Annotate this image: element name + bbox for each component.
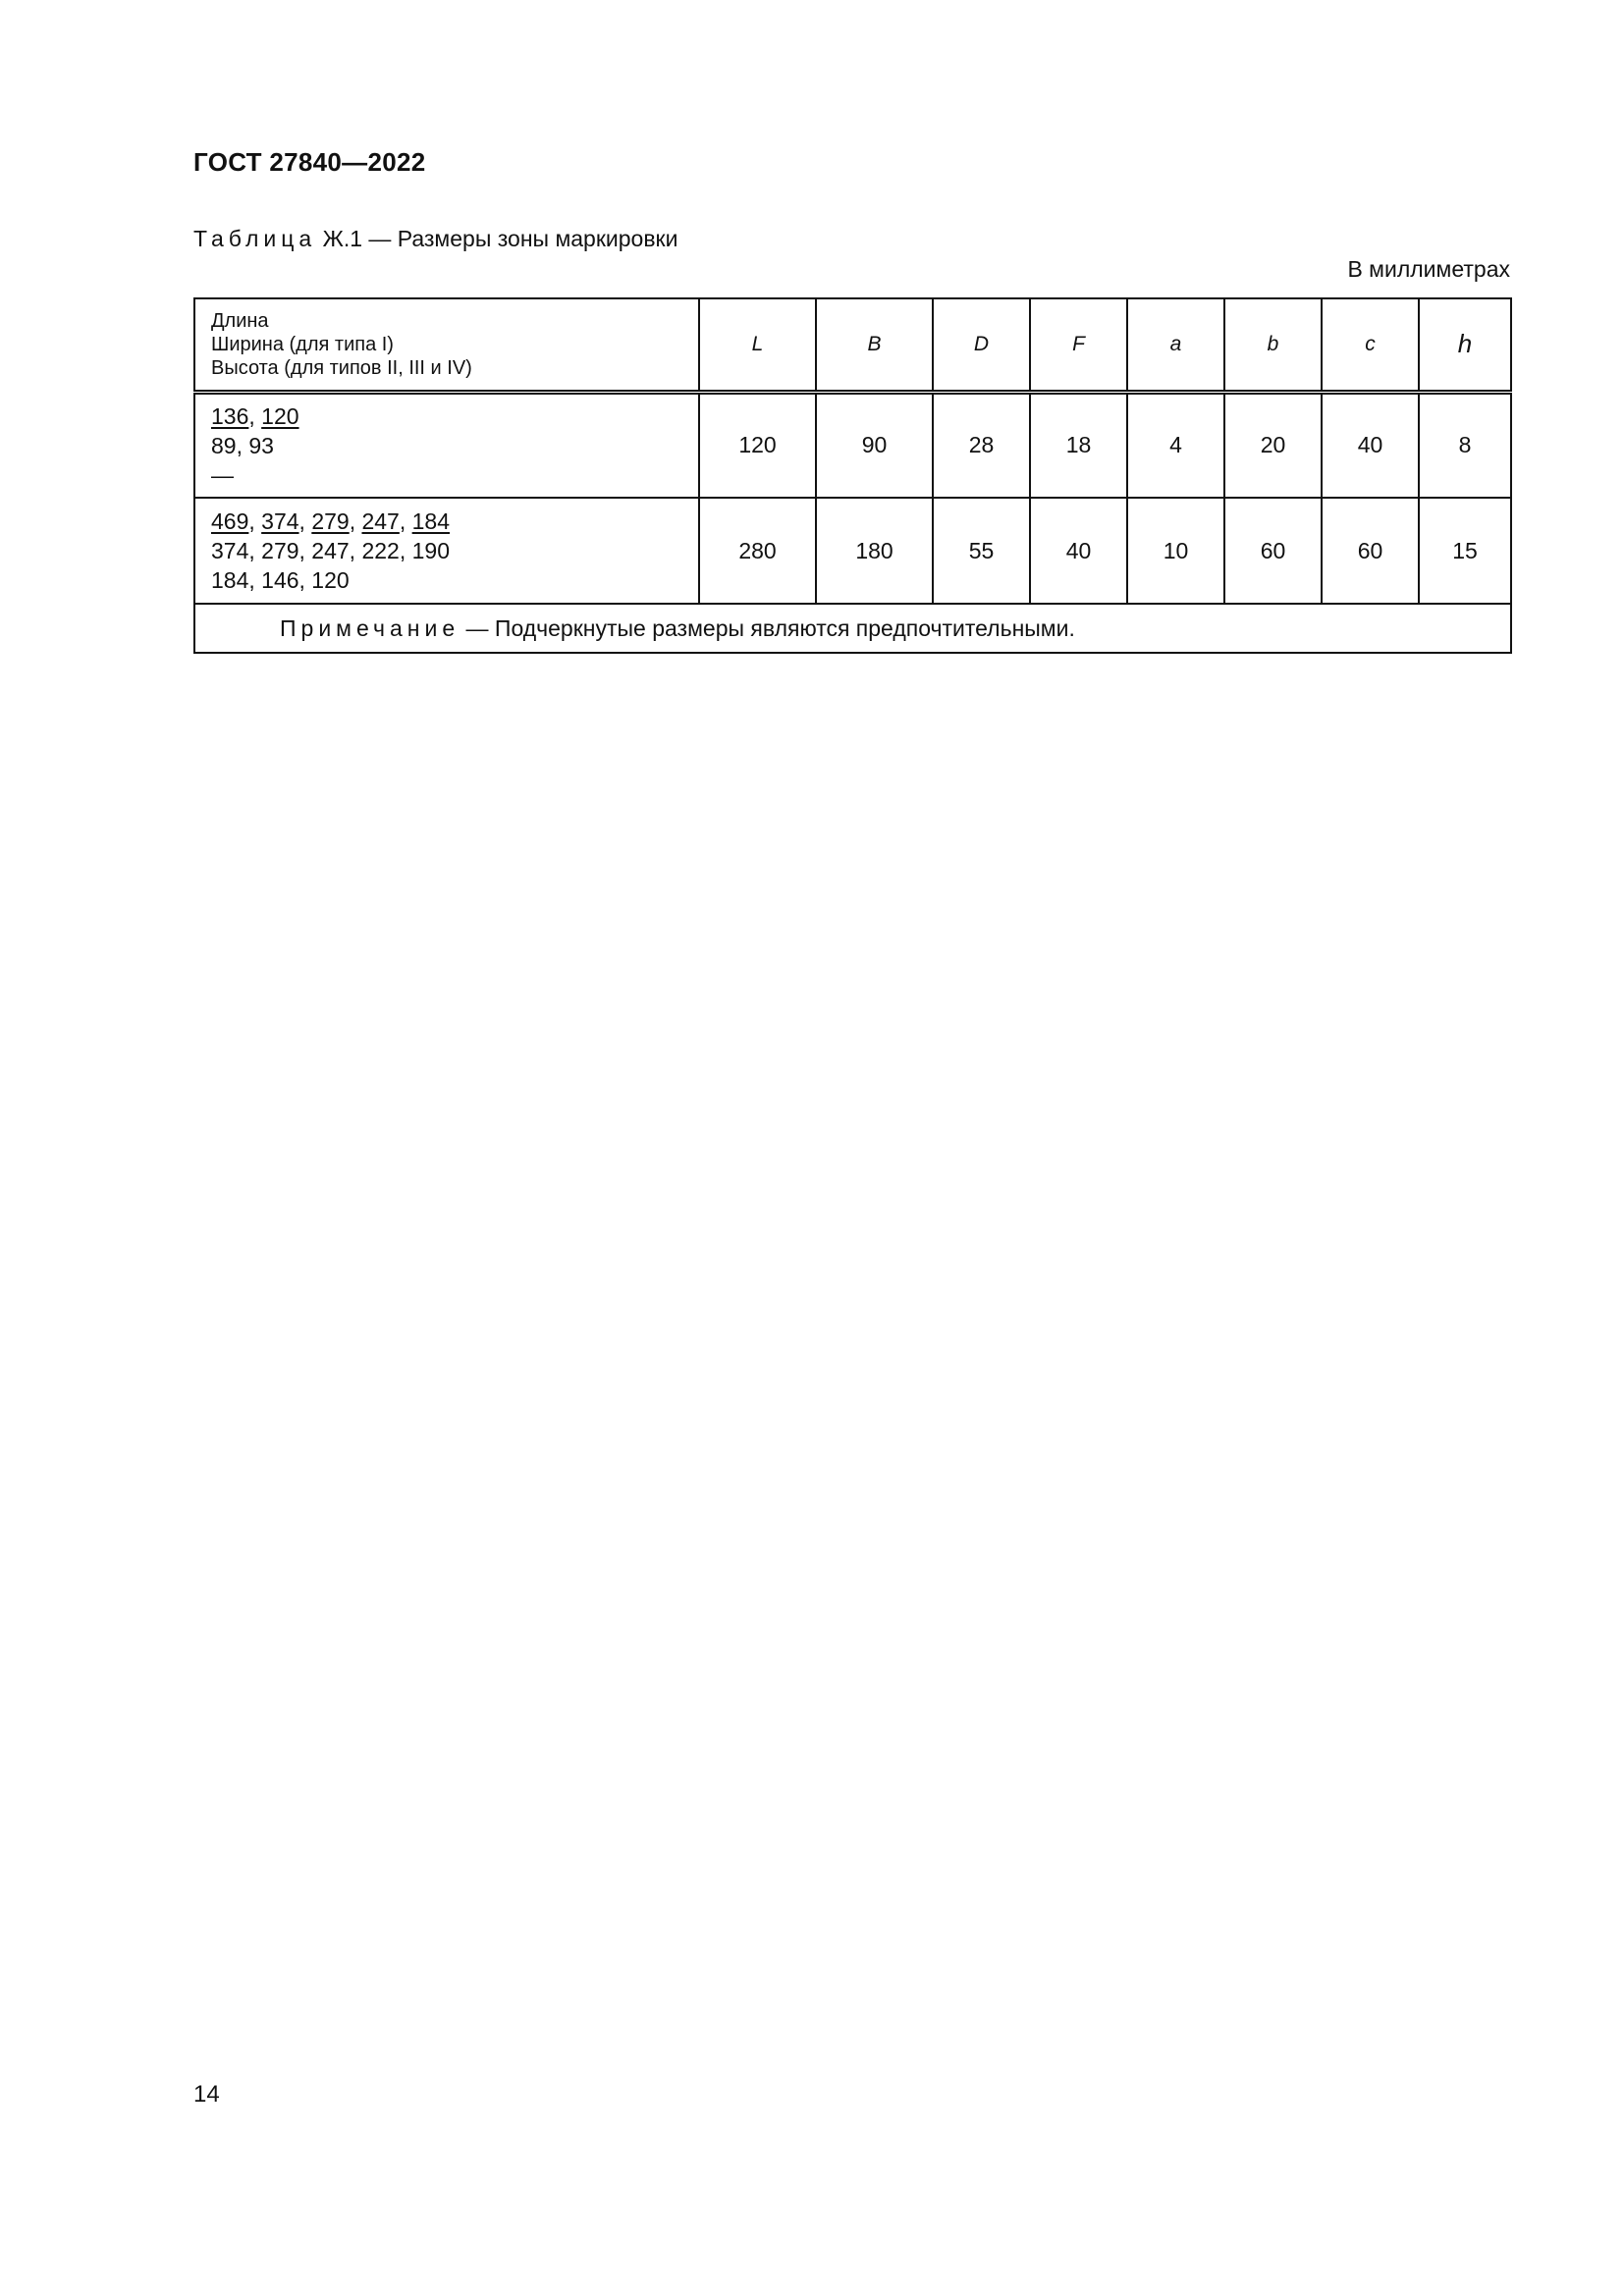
preferred-size: 374 bbox=[261, 508, 299, 534]
size-cell bbox=[194, 392, 699, 498]
size-line-height: 184, 146, 120 bbox=[211, 567, 350, 593]
size-cell bbox=[194, 498, 699, 604]
page-number: 14 bbox=[193, 2081, 220, 2108]
value-b: 60 bbox=[1224, 498, 1322, 604]
table-caption-title: Ж.1 — Размеры зоны маркировки bbox=[316, 226, 678, 251]
value-h: 8 bbox=[1419, 392, 1511, 498]
table-row bbox=[194, 392, 1511, 498]
preferred-size: 120 bbox=[261, 402, 299, 429]
header-dimension-names bbox=[194, 298, 699, 392]
value-B: 90 bbox=[816, 392, 933, 498]
header-param-a: a bbox=[1127, 298, 1224, 392]
size-line-width: 89, 93 bbox=[211, 432, 274, 458]
table-caption-label: Таблица bbox=[193, 226, 317, 251]
value-F: 18 bbox=[1030, 392, 1127, 498]
header-param-L: L bbox=[699, 298, 816, 392]
value-c: 40 bbox=[1322, 392, 1419, 498]
preferred-size: 469 bbox=[211, 508, 249, 534]
table-row bbox=[194, 498, 1511, 604]
header-param-b: b bbox=[1224, 298, 1322, 392]
value-L: 120 bbox=[699, 392, 816, 498]
value-L: 280 bbox=[699, 498, 816, 604]
header-param-c: c bbox=[1322, 298, 1419, 392]
header-width: Ширина (для типа I) bbox=[211, 333, 394, 355]
size-line-height: — bbox=[211, 461, 234, 488]
value-b: 20 bbox=[1224, 392, 1322, 498]
value-D: 55 bbox=[933, 498, 1030, 604]
preferred-size: 136 bbox=[211, 402, 249, 429]
table-note bbox=[194, 604, 1511, 653]
header-param-D: D bbox=[933, 298, 1030, 392]
header-length: Длина bbox=[211, 309, 269, 332]
preferred-size: 184 bbox=[411, 508, 450, 534]
value-c: 60 bbox=[1322, 498, 1419, 604]
value-D: 28 bbox=[933, 392, 1030, 498]
table-header-row bbox=[194, 298, 1511, 392]
value-a: 10 bbox=[1127, 498, 1224, 604]
units-label: В миллиметрах bbox=[1347, 256, 1510, 282]
value-F: 40 bbox=[1030, 498, 1127, 604]
size-line-width: 374, 279, 247, 222, 190 bbox=[211, 538, 450, 563]
table-caption bbox=[193, 226, 677, 252]
header-height: Высота (для типов II, III и IV) bbox=[211, 356, 472, 379]
value-h: 15 bbox=[1419, 498, 1511, 604]
table-note-row bbox=[194, 604, 1511, 653]
note-text: — Подчеркнутые размеры являются предпочтительными. bbox=[460, 614, 1075, 641]
size-line-length: 469, 374, 279, 247, 184 bbox=[211, 508, 450, 534]
value-B: 180 bbox=[816, 498, 933, 604]
header-param-F: F bbox=[1030, 298, 1127, 392]
header-param-B: B bbox=[816, 298, 933, 392]
document-header: ГОСТ 27840—2022 bbox=[193, 147, 426, 177]
marking-zone-table bbox=[193, 297, 1512, 654]
header-param-h: h bbox=[1419, 298, 1511, 392]
value-a: 4 bbox=[1127, 392, 1224, 498]
preferred-size: 247 bbox=[361, 508, 400, 534]
size-line-length: 136, 120 bbox=[211, 402, 299, 429]
note-label: Примечание bbox=[280, 614, 460, 641]
preferred-size: 279 bbox=[311, 508, 350, 534]
